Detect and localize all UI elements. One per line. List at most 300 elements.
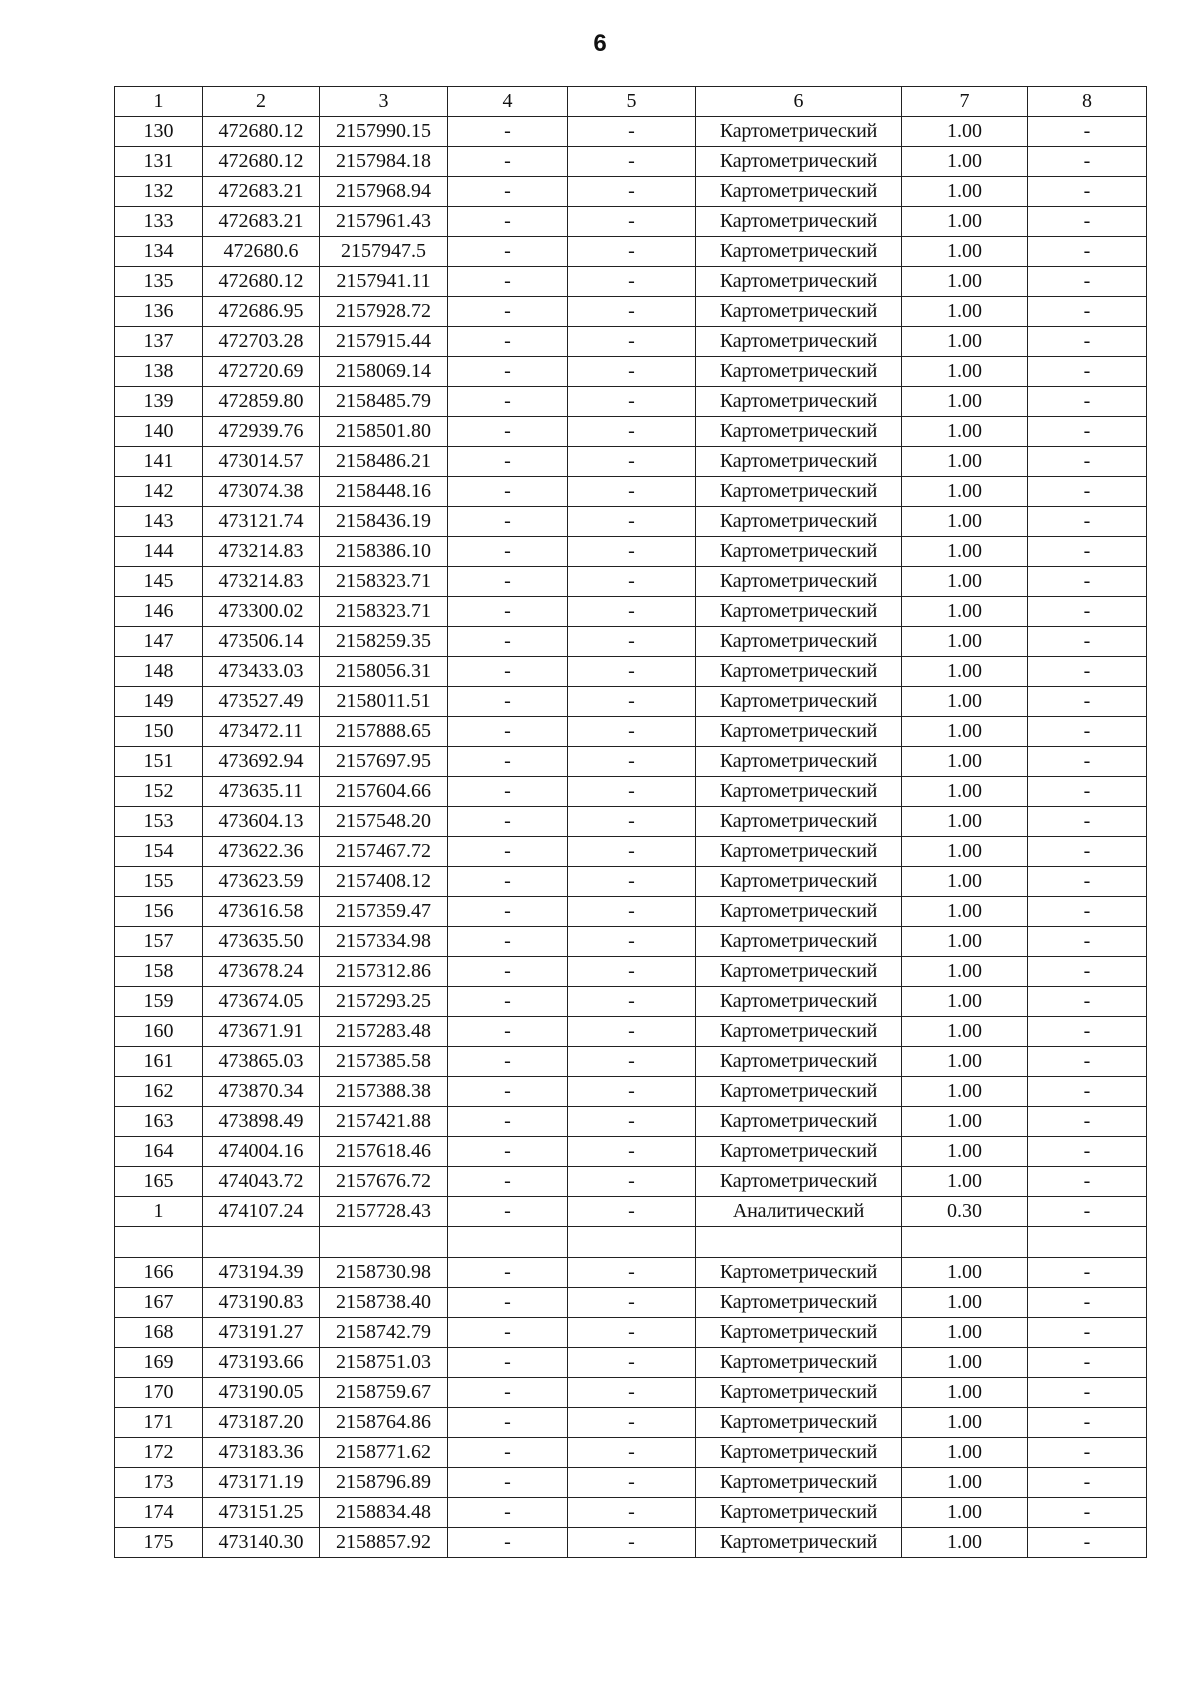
- accuracy-cell: 1.00: [902, 147, 1028, 177]
- x-coordinate-cell: 473151.25: [203, 1498, 320, 1528]
- table-row: [115, 1528, 1147, 1558]
- accuracy-cell: 1.00: [902, 567, 1028, 597]
- col4-cell: -: [448, 1167, 568, 1197]
- table-row: [115, 1318, 1147, 1348]
- col4-cell: -: [448, 1378, 568, 1408]
- table-row: [115, 957, 1147, 987]
- col8-cell: -: [1028, 1137, 1147, 1167]
- method-cell: Картометрический: [696, 537, 902, 567]
- col8-cell: -: [1028, 147, 1147, 177]
- method-cell: Картометрический: [696, 1167, 902, 1197]
- accuracy-cell: 1.00: [902, 1167, 1028, 1197]
- x-coordinate-cell: 472720.69: [203, 357, 320, 387]
- accuracy-cell: 1.00: [902, 1258, 1028, 1288]
- point-number-cell: 164: [115, 1137, 203, 1167]
- column-header: 8: [1028, 87, 1147, 117]
- col8-cell: -: [1028, 1438, 1147, 1468]
- point-number-cell: 151: [115, 747, 203, 777]
- col4-cell: -: [448, 117, 568, 147]
- table-row: [115, 1047, 1147, 1077]
- method-cell: [696, 1227, 902, 1258]
- accuracy-cell: 0.30: [902, 1197, 1028, 1227]
- accuracy-cell: 1.00: [902, 1348, 1028, 1378]
- table-row: [115, 1077, 1147, 1107]
- table-row: [115, 597, 1147, 627]
- table-row: [115, 1288, 1147, 1318]
- table-row: [115, 1438, 1147, 1468]
- col4-cell: -: [448, 1498, 568, 1528]
- method-cell: Картометрический: [696, 1077, 902, 1107]
- col4-cell: -: [448, 387, 568, 417]
- col5-cell: -: [568, 1498, 696, 1528]
- col5-cell: -: [568, 717, 696, 747]
- method-cell: Картометрический: [696, 1348, 902, 1378]
- method-cell: Картометрический: [696, 927, 902, 957]
- col8-cell: -: [1028, 1167, 1147, 1197]
- y-coordinate-cell: 2157984.18: [320, 147, 448, 177]
- col5-cell: -: [568, 147, 696, 177]
- point-number-cell: 137: [115, 327, 203, 357]
- accuracy-cell: 1.00: [902, 837, 1028, 867]
- point-number-cell: 146: [115, 597, 203, 627]
- y-coordinate-cell: 2157915.44: [320, 327, 448, 357]
- method-cell: Картометрический: [696, 597, 902, 627]
- method-cell: Картометрический: [696, 507, 902, 537]
- table-row: [115, 1468, 1147, 1498]
- col8-cell: -: [1028, 537, 1147, 567]
- col5-cell: -: [568, 507, 696, 537]
- table-row: [115, 717, 1147, 747]
- x-coordinate-cell: 473678.24: [203, 957, 320, 987]
- method-cell: Картометрический: [696, 1528, 902, 1558]
- table-row: [115, 477, 1147, 507]
- method-cell: Картометрический: [696, 1137, 902, 1167]
- col8-cell: -: [1028, 597, 1147, 627]
- accuracy-cell: 1.00: [902, 477, 1028, 507]
- col8-cell: -: [1028, 897, 1147, 927]
- table-row: [115, 1498, 1147, 1528]
- point-number-cell: 175: [115, 1528, 203, 1558]
- table-row: [115, 237, 1147, 267]
- col5-cell: -: [568, 477, 696, 507]
- accuracy-cell: 1.00: [902, 687, 1028, 717]
- accuracy-cell: 1.00: [902, 177, 1028, 207]
- col8-cell: -: [1028, 627, 1147, 657]
- col4-cell: -: [448, 837, 568, 867]
- col4-cell: -: [448, 237, 568, 267]
- col5-cell: -: [568, 1378, 696, 1408]
- table-separator-row: [115, 1227, 1147, 1258]
- x-coordinate-cell: 473692.94: [203, 747, 320, 777]
- point-number-cell: 154: [115, 837, 203, 867]
- col8-cell: -: [1028, 1107, 1147, 1137]
- col8-cell: -: [1028, 1017, 1147, 1047]
- col5-cell: -: [568, 1318, 696, 1348]
- y-coordinate-cell: 2158771.62: [320, 1438, 448, 1468]
- col4-cell: -: [448, 447, 568, 477]
- point-number-cell: 174: [115, 1498, 203, 1528]
- accuracy-cell: 1.00: [902, 1047, 1028, 1077]
- method-cell: Картометрический: [696, 177, 902, 207]
- y-coordinate-cell: 2157408.12: [320, 867, 448, 897]
- col8-cell: -: [1028, 567, 1147, 597]
- method-cell: Картометрический: [696, 207, 902, 237]
- accuracy-cell: 1.00: [902, 657, 1028, 687]
- point-number-cell: 139: [115, 387, 203, 417]
- col5-cell: -: [568, 1258, 696, 1288]
- accuracy-cell: 1.00: [902, 327, 1028, 357]
- point-number-cell: 160: [115, 1017, 203, 1047]
- col5-cell: -: [568, 867, 696, 897]
- col8-cell: -: [1028, 1258, 1147, 1288]
- col5-cell: -: [568, 1047, 696, 1077]
- y-coordinate-cell: 2157728.43: [320, 1197, 448, 1227]
- accuracy-cell: 1.00: [902, 447, 1028, 477]
- accuracy-cell: 1.00: [902, 207, 1028, 237]
- col5-cell: -: [568, 267, 696, 297]
- col4-cell: -: [448, 1408, 568, 1438]
- col4-cell: -: [448, 747, 568, 777]
- method-cell: Картометрический: [696, 1288, 902, 1318]
- point-number-cell: 131: [115, 147, 203, 177]
- col4-cell: -: [448, 177, 568, 207]
- table-row: [115, 567, 1147, 597]
- method-cell: Картометрический: [696, 417, 902, 447]
- method-cell: Картометрический: [696, 117, 902, 147]
- point-number-cell: 147: [115, 627, 203, 657]
- table-row: [115, 1017, 1147, 1047]
- col4-cell: -: [448, 357, 568, 387]
- x-coordinate-cell: 473191.27: [203, 1318, 320, 1348]
- col5-cell: -: [568, 927, 696, 957]
- col8-cell: -: [1028, 747, 1147, 777]
- col5-cell: -: [568, 567, 696, 597]
- col4-cell: -: [448, 657, 568, 687]
- col8-cell: -: [1028, 1077, 1147, 1107]
- point-number-cell: 168: [115, 1318, 203, 1348]
- y-coordinate-cell: 2158486.21: [320, 447, 448, 477]
- point-number-cell: 158: [115, 957, 203, 987]
- column-header: 5: [568, 87, 696, 117]
- y-coordinate-cell: 2157604.66: [320, 777, 448, 807]
- x-coordinate-cell: 473622.36: [203, 837, 320, 867]
- accuracy-cell: 1.00: [902, 1468, 1028, 1498]
- table-row: [115, 837, 1147, 867]
- point-number-cell: 172: [115, 1438, 203, 1468]
- accuracy-cell: 1.00: [902, 867, 1028, 897]
- col4-cell: -: [448, 1288, 568, 1318]
- col8-cell: [1028, 1227, 1147, 1258]
- x-coordinate-cell: 473635.11: [203, 777, 320, 807]
- col8-cell: -: [1028, 1288, 1147, 1318]
- col5-cell: -: [568, 1288, 696, 1318]
- point-number-cell: 141: [115, 447, 203, 477]
- y-coordinate-cell: 2157961.43: [320, 207, 448, 237]
- table-row: [115, 387, 1147, 417]
- col5-cell: -: [568, 1468, 696, 1498]
- col4-cell: -: [448, 1318, 568, 1348]
- col4-cell: -: [448, 1438, 568, 1468]
- col4-cell: -: [448, 717, 568, 747]
- accuracy-cell: 1.00: [902, 597, 1028, 627]
- y-coordinate-cell: 2157467.72: [320, 837, 448, 867]
- column-header: 2: [203, 87, 320, 117]
- y-coordinate-cell: 2157968.94: [320, 177, 448, 207]
- col8-cell: -: [1028, 207, 1147, 237]
- accuracy-cell: 1.00: [902, 897, 1028, 927]
- col5-cell: -: [568, 897, 696, 927]
- point-number-cell: 132: [115, 177, 203, 207]
- col8-cell: -: [1028, 387, 1147, 417]
- y-coordinate-cell: 2158759.67: [320, 1378, 448, 1408]
- column-header: 3: [320, 87, 448, 117]
- col8-cell: -: [1028, 867, 1147, 897]
- col8-cell: -: [1028, 417, 1147, 447]
- y-coordinate-cell: [320, 1227, 448, 1258]
- col5-cell: -: [568, 537, 696, 567]
- col5-cell: -: [568, 657, 696, 687]
- point-number-cell: 130: [115, 117, 203, 147]
- col5-cell: -: [568, 597, 696, 627]
- col5-cell: -: [568, 1408, 696, 1438]
- x-coordinate-cell: 472680.12: [203, 117, 320, 147]
- col5-cell: -: [568, 357, 696, 387]
- accuracy-cell: 1.00: [902, 627, 1028, 657]
- col4-cell: -: [448, 417, 568, 447]
- col8-cell: -: [1028, 1528, 1147, 1558]
- y-coordinate-cell: 2158485.79: [320, 387, 448, 417]
- point-number-cell: 156: [115, 897, 203, 927]
- col4-cell: -: [448, 987, 568, 1017]
- col5-cell: -: [568, 1197, 696, 1227]
- col4-cell: -: [448, 597, 568, 627]
- col8-cell: -: [1028, 1348, 1147, 1378]
- col8-cell: -: [1028, 357, 1147, 387]
- y-coordinate-cell: 2158738.40: [320, 1288, 448, 1318]
- accuracy-cell: 1.00: [902, 1077, 1028, 1107]
- y-coordinate-cell: 2158056.31: [320, 657, 448, 687]
- method-cell: Картометрический: [696, 957, 902, 987]
- col8-cell: -: [1028, 507, 1147, 537]
- col5-cell: -: [568, 417, 696, 447]
- table-row: [115, 357, 1147, 387]
- method-cell: Картометрический: [696, 1017, 902, 1047]
- accuracy-cell: 1.00: [902, 1107, 1028, 1137]
- x-coordinate-cell: [203, 1227, 320, 1258]
- x-coordinate-cell: 473623.59: [203, 867, 320, 897]
- col8-cell: -: [1028, 1197, 1147, 1227]
- x-coordinate-cell: 472686.95: [203, 297, 320, 327]
- y-coordinate-cell: 2158501.80: [320, 417, 448, 447]
- x-coordinate-cell: 472703.28: [203, 327, 320, 357]
- col8-cell: -: [1028, 297, 1147, 327]
- col8-cell: -: [1028, 927, 1147, 957]
- y-coordinate-cell: 2158834.48: [320, 1498, 448, 1528]
- table-row: [115, 867, 1147, 897]
- col8-cell: -: [1028, 717, 1147, 747]
- col8-cell: -: [1028, 777, 1147, 807]
- table-row: [115, 207, 1147, 237]
- table-header-row: [115, 87, 1147, 117]
- col4-cell: -: [448, 957, 568, 987]
- accuracy-cell: 1.00: [902, 1318, 1028, 1348]
- x-coordinate-cell: 473074.38: [203, 477, 320, 507]
- x-coordinate-cell: 472680.12: [203, 267, 320, 297]
- accuracy-cell: 1.00: [902, 927, 1028, 957]
- table-row: [115, 1348, 1147, 1378]
- col4-cell: -: [448, 267, 568, 297]
- accuracy-cell: 1.00: [902, 1137, 1028, 1167]
- method-cell: Картометрический: [696, 477, 902, 507]
- col8-cell: -: [1028, 1498, 1147, 1528]
- method-cell: Картометрический: [696, 327, 902, 357]
- y-coordinate-cell: 2158751.03: [320, 1348, 448, 1378]
- table-row: [115, 747, 1147, 777]
- method-cell: Картометрический: [696, 747, 902, 777]
- y-coordinate-cell: 2157312.86: [320, 957, 448, 987]
- method-cell: Картометрический: [696, 1047, 902, 1077]
- col5-cell: -: [568, 747, 696, 777]
- y-coordinate-cell: 2158436.19: [320, 507, 448, 537]
- col8-cell: -: [1028, 837, 1147, 867]
- col8-cell: -: [1028, 477, 1147, 507]
- y-coordinate-cell: 2158742.79: [320, 1318, 448, 1348]
- x-coordinate-cell: 472680.6: [203, 237, 320, 267]
- col4-cell: -: [448, 897, 568, 927]
- col8-cell: -: [1028, 687, 1147, 717]
- method-cell: Картометрический: [696, 867, 902, 897]
- accuracy-cell: 1.00: [902, 1017, 1028, 1047]
- table-row: [115, 147, 1147, 177]
- col5-cell: -: [568, 237, 696, 267]
- method-cell: Картометрический: [696, 837, 902, 867]
- col4-cell: -: [448, 807, 568, 837]
- col8-cell: -: [1028, 1318, 1147, 1348]
- col8-cell: -: [1028, 1047, 1147, 1077]
- point-number-cell: 166: [115, 1258, 203, 1288]
- col5-cell: -: [568, 807, 696, 837]
- accuracy-cell: 1.00: [902, 297, 1028, 327]
- x-coordinate-cell: 474107.24: [203, 1197, 320, 1227]
- column-header: 4: [448, 87, 568, 117]
- y-coordinate-cell: 2158448.16: [320, 477, 448, 507]
- y-coordinate-cell: 2157293.25: [320, 987, 448, 1017]
- y-coordinate-cell: 2157888.65: [320, 717, 448, 747]
- y-coordinate-cell: 2157334.98: [320, 927, 448, 957]
- col5-cell: -: [568, 837, 696, 867]
- column-header: 1: [115, 87, 203, 117]
- col4-cell: -: [448, 1528, 568, 1558]
- column-header: 7: [902, 87, 1028, 117]
- page-number: 6: [593, 30, 607, 57]
- col4-cell: -: [448, 687, 568, 717]
- point-number-cell: 161: [115, 1047, 203, 1077]
- col5-cell: -: [568, 177, 696, 207]
- col5-cell: -: [568, 1107, 696, 1137]
- point-number-cell: 134: [115, 237, 203, 267]
- table-row: [115, 297, 1147, 327]
- col5-cell: -: [568, 1528, 696, 1558]
- accuracy-cell: 1.00: [902, 717, 1028, 747]
- col8-cell: -: [1028, 1408, 1147, 1438]
- col5-cell: -: [568, 1077, 696, 1107]
- table-row: [115, 987, 1147, 1017]
- table-row: [115, 687, 1147, 717]
- point-number-cell: 149: [115, 687, 203, 717]
- x-coordinate-cell: 473171.19: [203, 1468, 320, 1498]
- y-coordinate-cell: 2157388.38: [320, 1077, 448, 1107]
- accuracy-cell: 1.00: [902, 1378, 1028, 1408]
- col4-cell: -: [448, 1348, 568, 1378]
- accuracy-cell: 1.00: [902, 1528, 1028, 1558]
- x-coordinate-cell: 473671.91: [203, 1017, 320, 1047]
- col4-cell: -: [448, 1258, 568, 1288]
- coordinates-table: [114, 86, 1147, 1558]
- method-cell: Картометрический: [696, 237, 902, 267]
- col5-cell: -: [568, 297, 696, 327]
- table-row: [115, 927, 1147, 957]
- table-row: [115, 507, 1147, 537]
- point-number-cell: 169: [115, 1348, 203, 1378]
- method-cell: Картометрический: [696, 297, 902, 327]
- x-coordinate-cell: 472683.21: [203, 207, 320, 237]
- x-coordinate-cell: 473190.83: [203, 1288, 320, 1318]
- point-number-cell: 143: [115, 507, 203, 537]
- y-coordinate-cell: 2157947.5: [320, 237, 448, 267]
- col4-cell: -: [448, 867, 568, 897]
- point-number-cell: 136: [115, 297, 203, 327]
- x-coordinate-cell: 473194.39: [203, 1258, 320, 1288]
- point-number-cell: 140: [115, 417, 203, 447]
- y-coordinate-cell: 2158323.71: [320, 567, 448, 597]
- col5-cell: -: [568, 957, 696, 987]
- accuracy-cell: 1.00: [902, 1438, 1028, 1468]
- col5-cell: -: [568, 207, 696, 237]
- col5-cell: -: [568, 627, 696, 657]
- point-number-cell: 153: [115, 807, 203, 837]
- method-cell: Картометрический: [696, 567, 902, 597]
- x-coordinate-cell: 473635.50: [203, 927, 320, 957]
- y-coordinate-cell: 2157697.95: [320, 747, 448, 777]
- point-number-cell: 150: [115, 717, 203, 747]
- col4-cell: -: [448, 1077, 568, 1107]
- point-number-cell: [115, 1227, 203, 1258]
- y-coordinate-cell: 2157421.88: [320, 1107, 448, 1137]
- method-cell: Картометрический: [696, 1498, 902, 1528]
- col5-cell: -: [568, 117, 696, 147]
- y-coordinate-cell: 2157990.15: [320, 117, 448, 147]
- method-cell: Картометрический: [696, 897, 902, 927]
- col5-cell: [568, 1227, 696, 1258]
- table-row: [115, 657, 1147, 687]
- col5-cell: -: [568, 987, 696, 1017]
- accuracy-cell: 1.00: [902, 237, 1028, 267]
- method-cell: Картометрический: [696, 1408, 902, 1438]
- col4-cell: -: [448, 1107, 568, 1137]
- col4-cell: -: [448, 627, 568, 657]
- method-cell: Картометрический: [696, 1438, 902, 1468]
- method-cell: Картометрический: [696, 147, 902, 177]
- col8-cell: -: [1028, 1468, 1147, 1498]
- col5-cell: -: [568, 447, 696, 477]
- accuracy-cell: 1.00: [902, 267, 1028, 297]
- x-coordinate-cell: 473193.66: [203, 1348, 320, 1378]
- y-coordinate-cell: 2158259.35: [320, 627, 448, 657]
- method-cell: Картометрический: [696, 1468, 902, 1498]
- col8-cell: -: [1028, 267, 1147, 297]
- y-coordinate-cell: 2157283.48: [320, 1017, 448, 1047]
- x-coordinate-cell: 473121.74: [203, 507, 320, 537]
